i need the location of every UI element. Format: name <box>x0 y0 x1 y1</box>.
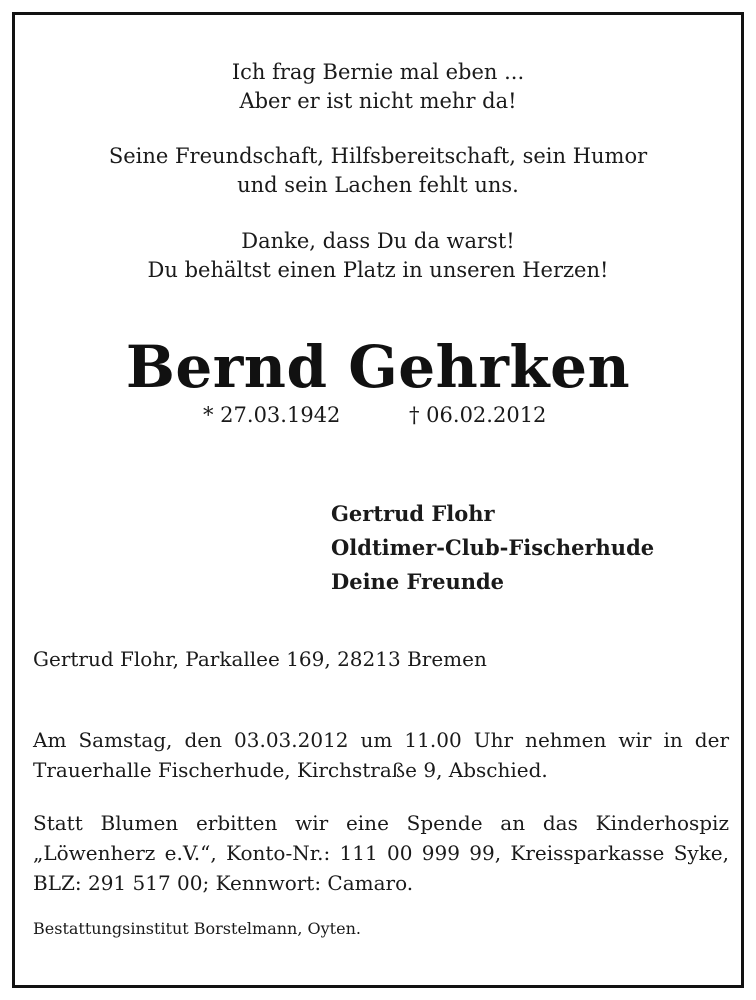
poem-stanza-3 <box>15 227 741 285</box>
undertaker: Bestattungsinstitut Borstelmann, Oyten. <box>33 919 361 938</box>
poem-line: Danke, dass Du da warst! <box>241 229 515 253</box>
contact-address: Gertrud Flohr, Parkallee 169, 28213 Bremen <box>33 647 487 671</box>
poem-line: und sein Lachen fehlt uns. <box>237 173 519 197</box>
signer: Deine Freunde <box>331 569 505 594</box>
poem-line: Ich frag Bernie mal eben ... <box>231 60 525 84</box>
signer: Oldtimer-Club-Fischerhude <box>331 535 655 560</box>
obituary-notice <box>12 12 744 988</box>
poem-line: Seine Freundschaft, Hilfsbereitschaft, sein Humor <box>108 144 648 168</box>
poem-stanza-2 <box>15 142 741 200</box>
deceased-name: Bernd Gehrken <box>125 333 631 401</box>
death-date: † 06.02.2012 <box>409 403 547 427</box>
signer: Gertrud Flohr <box>331 501 495 526</box>
poem-line: Aber er ist nicht mehr da! <box>239 89 517 113</box>
funeral-notice: Am Samstag, den 03.03.2012 um 11.00 Uhr nehmen wir in der Trauerhalle Fischerhude, Kirchstraße 9, Abschied. <box>33 728 729 782</box>
donation-notice: Statt Blumen erbitten wir eine Spende an das Kinderhospiz „Löwenherz e.V.“, Konto-Nr.: 111 00 999 99, Kreissparkasse Syke, BLZ: 291 517 00; Kennwort: Camaro. <box>33 811 729 895</box>
poem-line: Du behältst einen Platz in unseren Herzen! <box>147 258 609 282</box>
poem-stanza-1 <box>15 58 741 116</box>
birth-date: * 27.03.1942 <box>203 403 341 427</box>
signers-list <box>331 497 654 599</box>
